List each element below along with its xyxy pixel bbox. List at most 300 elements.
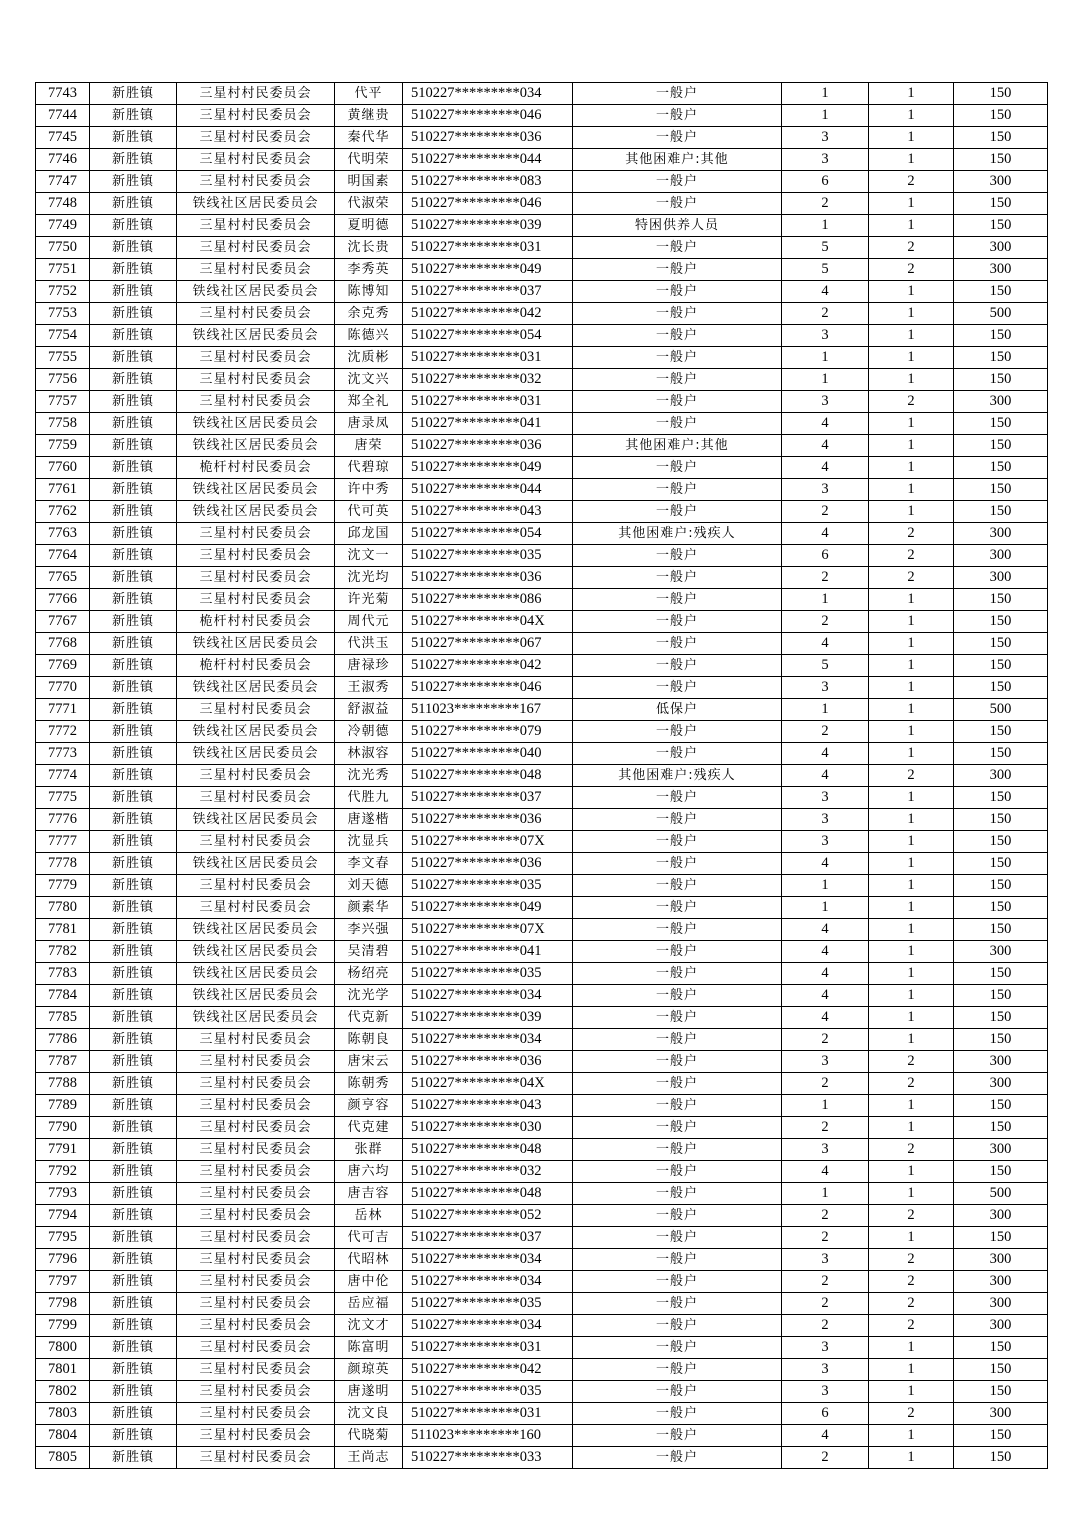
cell-household-type: 一般户 — [573, 369, 782, 391]
cell-id-number: 510227*********048 — [403, 1183, 573, 1205]
cell-row-number: 7760 — [36, 457, 90, 479]
cell-person-count: 2 — [869, 1315, 954, 1337]
cell-household-size: 5 — [782, 259, 869, 281]
cell-id-number: 510227*********04X — [403, 611, 573, 633]
cell-row-number: 7786 — [36, 1029, 90, 1051]
cell-amount: 150 — [954, 1227, 1048, 1249]
cell-row-number: 7787 — [36, 1051, 90, 1073]
cell-town: 新胜镇 — [90, 919, 177, 941]
cell-name: 李文春 — [335, 853, 403, 875]
cell-id-number: 510227*********034 — [403, 1315, 573, 1337]
table-row — [36, 853, 1048, 875]
cell-amount: 150 — [954, 1029, 1048, 1051]
cell-town: 新胜镇 — [90, 1183, 177, 1205]
cell-household-size: 1 — [782, 347, 869, 369]
table-row — [36, 1447, 1048, 1469]
cell-committee: 铁线社区居民委员会 — [177, 941, 335, 963]
cell-committee: 三星村村民委员会 — [177, 787, 335, 809]
cell-town: 新胜镇 — [90, 985, 177, 1007]
cell-amount: 150 — [954, 1359, 1048, 1381]
cell-row-number: 7748 — [36, 193, 90, 215]
cell-id-number: 510227*********032 — [403, 369, 573, 391]
cell-name: 唐六均 — [335, 1161, 403, 1183]
cell-person-count: 2 — [869, 765, 954, 787]
cell-household-size: 2 — [782, 1315, 869, 1337]
table-row — [36, 633, 1048, 655]
table-row — [36, 545, 1048, 567]
cell-name: 唐禄珍 — [335, 655, 403, 677]
cell-amount: 150 — [954, 1447, 1048, 1469]
cell-household-type: 一般户 — [573, 259, 782, 281]
cell-town: 新胜镇 — [90, 1447, 177, 1469]
cell-town: 新胜镇 — [90, 567, 177, 589]
cell-name: 王淑秀 — [335, 677, 403, 699]
cell-household-size: 4 — [782, 941, 869, 963]
cell-id-number: 510227*********042 — [403, 655, 573, 677]
cell-amount: 300 — [954, 1403, 1048, 1425]
cell-committee: 三星村村民委员会 — [177, 347, 335, 369]
cell-household-type: 一般户 — [573, 127, 782, 149]
cell-amount: 150 — [954, 1425, 1048, 1447]
cell-name: 沈文良 — [335, 1403, 403, 1425]
table-row — [36, 1205, 1048, 1227]
cell-person-count: 1 — [869, 369, 954, 391]
cell-amount: 150 — [954, 1007, 1048, 1029]
cell-town: 新胜镇 — [90, 391, 177, 413]
cell-name: 唐录凤 — [335, 413, 403, 435]
cell-town: 新胜镇 — [90, 1161, 177, 1183]
cell-amount: 500 — [954, 303, 1048, 325]
cell-amount: 150 — [954, 1381, 1048, 1403]
cell-household-size: 4 — [782, 765, 869, 787]
cell-household-type: 一般户 — [573, 1029, 782, 1051]
table-row — [36, 985, 1048, 1007]
cell-town: 新胜镇 — [90, 369, 177, 391]
cell-id-number: 510227*********049 — [403, 259, 573, 281]
cell-name: 颜琼英 — [335, 1359, 403, 1381]
cell-town: 新胜镇 — [90, 193, 177, 215]
cell-town: 新胜镇 — [90, 281, 177, 303]
cell-name: 陈朝良 — [335, 1029, 403, 1051]
cell-row-number: 7768 — [36, 633, 90, 655]
cell-household-size: 2 — [782, 193, 869, 215]
cell-amount: 500 — [954, 1183, 1048, 1205]
cell-row-number: 7765 — [36, 567, 90, 589]
cell-town: 新胜镇 — [90, 1337, 177, 1359]
cell-household-size: 4 — [782, 853, 869, 875]
cell-name: 颜素华 — [335, 897, 403, 919]
cell-name: 吴清碧 — [335, 941, 403, 963]
cell-town: 新胜镇 — [90, 809, 177, 831]
cell-committee: 铁线社区居民委员会 — [177, 193, 335, 215]
cell-person-count: 1 — [869, 677, 954, 699]
cell-amount: 150 — [954, 127, 1048, 149]
cell-committee: 三星村村民委员会 — [177, 1183, 335, 1205]
cell-amount: 150 — [954, 809, 1048, 831]
cell-name: 唐荣 — [335, 435, 403, 457]
cell-committee: 三星村村民委员会 — [177, 1381, 335, 1403]
cell-name: 代可吉 — [335, 1227, 403, 1249]
cell-amount: 150 — [954, 897, 1048, 919]
cell-household-size: 1 — [782, 369, 869, 391]
table-row — [36, 303, 1048, 325]
cell-household-type: 一般户 — [573, 1381, 782, 1403]
cell-town: 新胜镇 — [90, 1205, 177, 1227]
cell-household-type: 一般户 — [573, 853, 782, 875]
cell-amount: 150 — [954, 479, 1048, 501]
cell-household-type: 一般户 — [573, 1117, 782, 1139]
cell-person-count: 1 — [869, 347, 954, 369]
cell-town: 新胜镇 — [90, 1139, 177, 1161]
cell-row-number: 7794 — [36, 1205, 90, 1227]
cell-row-number: 7754 — [36, 325, 90, 347]
table-row — [36, 1359, 1048, 1381]
cell-household-size: 2 — [782, 1117, 869, 1139]
table-row — [36, 1227, 1048, 1249]
cell-name: 岳应福 — [335, 1293, 403, 1315]
cell-name: 沈质彬 — [335, 347, 403, 369]
cell-amount: 300 — [954, 765, 1048, 787]
table-row — [36, 1161, 1048, 1183]
cell-row-number: 7759 — [36, 435, 90, 457]
cell-amount: 150 — [954, 655, 1048, 677]
cell-amount: 300 — [954, 1073, 1048, 1095]
cell-row-number: 7796 — [36, 1249, 90, 1271]
cell-household-size: 2 — [782, 567, 869, 589]
cell-town: 新胜镇 — [90, 1425, 177, 1447]
cell-id-number: 510227*********036 — [403, 127, 573, 149]
cell-household-type: 一般户 — [573, 941, 782, 963]
cell-household-size: 5 — [782, 237, 869, 259]
table-row — [36, 1293, 1048, 1315]
cell-person-count: 1 — [869, 919, 954, 941]
cell-name: 代平 — [335, 83, 403, 105]
cell-committee: 三星村村民委员会 — [177, 83, 335, 105]
cell-committee: 三星村村民委员会 — [177, 1337, 335, 1359]
cell-person-count: 1 — [869, 1227, 954, 1249]
cell-household-type: 特困供养人员 — [573, 215, 782, 237]
cell-committee: 铁线社区居民委员会 — [177, 985, 335, 1007]
cell-id-number: 510227*********035 — [403, 545, 573, 567]
cell-household-size: 4 — [782, 919, 869, 941]
cell-person-count: 1 — [869, 501, 954, 523]
cell-committee: 铁线社区居民委员会 — [177, 1007, 335, 1029]
cell-person-count: 2 — [869, 1271, 954, 1293]
cell-person-count: 1 — [869, 127, 954, 149]
cell-row-number: 7749 — [36, 215, 90, 237]
cell-town: 新胜镇 — [90, 435, 177, 457]
cell-amount: 150 — [954, 831, 1048, 853]
cell-household-size: 2 — [782, 1227, 869, 1249]
cell-person-count: 1 — [869, 787, 954, 809]
cell-id-number: 510227*********037 — [403, 787, 573, 809]
cell-id-number: 510227*********031 — [403, 347, 573, 369]
cell-row-number: 7764 — [36, 545, 90, 567]
cell-town: 新胜镇 — [90, 1029, 177, 1051]
cell-household-size: 2 — [782, 611, 869, 633]
cell-person-count: 1 — [869, 105, 954, 127]
cell-id-number: 510227*********035 — [403, 1293, 573, 1315]
cell-town: 新胜镇 — [90, 1007, 177, 1029]
cell-name: 代碧琼 — [335, 457, 403, 479]
table-row — [36, 215, 1048, 237]
cell-name: 颜亨容 — [335, 1095, 403, 1117]
cell-name: 唐遂明 — [335, 1381, 403, 1403]
cell-row-number: 7798 — [36, 1293, 90, 1315]
cell-person-count: 2 — [869, 1205, 954, 1227]
cell-person-count: 1 — [869, 325, 954, 347]
cell-person-count: 1 — [869, 699, 954, 721]
cell-household-type: 一般户 — [573, 809, 782, 831]
cell-committee: 桅杆村村民委员会 — [177, 457, 335, 479]
cell-person-count: 1 — [869, 963, 954, 985]
cell-name: 李秀英 — [335, 259, 403, 281]
cell-committee: 铁线社区居民委员会 — [177, 479, 335, 501]
cell-row-number: 7756 — [36, 369, 90, 391]
cell-row-number: 7747 — [36, 171, 90, 193]
cell-committee: 三星村村民委员会 — [177, 105, 335, 127]
cell-household-size: 4 — [782, 1425, 869, 1447]
table-row — [36, 1073, 1048, 1095]
cell-person-count: 1 — [869, 1337, 954, 1359]
table-row — [36, 1403, 1048, 1425]
table-row — [36, 1007, 1048, 1029]
table-row — [36, 479, 1048, 501]
cell-row-number: 7752 — [36, 281, 90, 303]
table-row — [36, 105, 1048, 127]
cell-row-number: 7757 — [36, 391, 90, 413]
cell-row-number: 7767 — [36, 611, 90, 633]
cell-id-number: 510227*********048 — [403, 1139, 573, 1161]
cell-amount: 150 — [954, 347, 1048, 369]
cell-id-number: 511023*********167 — [403, 699, 573, 721]
cell-row-number: 7773 — [36, 743, 90, 765]
table-row — [36, 501, 1048, 523]
cell-name: 沈光学 — [335, 985, 403, 1007]
table-row — [36, 1029, 1048, 1051]
cell-committee: 铁线社区居民委员会 — [177, 413, 335, 435]
cell-household-size: 4 — [782, 1161, 869, 1183]
cell-name: 舒淑益 — [335, 699, 403, 721]
cell-committee: 铁线社区居民委员会 — [177, 919, 335, 941]
cell-name: 邱龙国 — [335, 523, 403, 545]
cell-household-type: 一般户 — [573, 1293, 782, 1315]
cell-town: 新胜镇 — [90, 149, 177, 171]
cell-name: 唐宋云 — [335, 1051, 403, 1073]
cell-amount: 150 — [954, 787, 1048, 809]
cell-name: 夏明德 — [335, 215, 403, 237]
cell-id-number: 510227*********034 — [403, 1029, 573, 1051]
cell-person-count: 1 — [869, 897, 954, 919]
table-row — [36, 655, 1048, 677]
cell-id-number: 510227*********044 — [403, 479, 573, 501]
cell-person-count: 1 — [869, 589, 954, 611]
cell-household-size: 1 — [782, 105, 869, 127]
cell-household-type: 一般户 — [573, 1161, 782, 1183]
cell-town: 新胜镇 — [90, 1315, 177, 1337]
cell-household-type: 一般户 — [573, 325, 782, 347]
cell-household-size: 3 — [782, 809, 869, 831]
cell-amount: 150 — [954, 963, 1048, 985]
cell-town: 新胜镇 — [90, 1073, 177, 1095]
cell-household-size: 3 — [782, 1249, 869, 1271]
cell-person-count: 2 — [869, 523, 954, 545]
cell-amount: 150 — [954, 677, 1048, 699]
table-row — [36, 391, 1048, 413]
cell-person-count: 1 — [869, 655, 954, 677]
cell-amount: 300 — [954, 1315, 1048, 1337]
cell-amount: 150 — [954, 853, 1048, 875]
cell-name: 陈富明 — [335, 1337, 403, 1359]
cell-committee: 三星村村民委员会 — [177, 875, 335, 897]
cell-town: 新胜镇 — [90, 325, 177, 347]
cell-id-number: 510227*********048 — [403, 765, 573, 787]
cell-row-number: 7772 — [36, 721, 90, 743]
table-row — [36, 457, 1048, 479]
cell-id-number: 510227*********042 — [403, 303, 573, 325]
cell-amount: 300 — [954, 1293, 1048, 1315]
cell-household-size: 1 — [782, 875, 869, 897]
cell-household-type: 一般户 — [573, 237, 782, 259]
cell-town: 新胜镇 — [90, 523, 177, 545]
cell-committee: 桅杆村村民委员会 — [177, 655, 335, 677]
cell-town: 新胜镇 — [90, 215, 177, 237]
cell-name: 周代元 — [335, 611, 403, 633]
cell-id-number: 510227*********036 — [403, 435, 573, 457]
cell-person-count: 1 — [869, 831, 954, 853]
cell-household-type: 一般户 — [573, 171, 782, 193]
cell-person-count: 2 — [869, 1293, 954, 1315]
cell-id-number: 510227*********044 — [403, 149, 573, 171]
cell-committee: 铁线社区居民委员会 — [177, 853, 335, 875]
cell-household-size: 1 — [782, 699, 869, 721]
cell-committee: 三星村村民委员会 — [177, 1029, 335, 1051]
cell-id-number: 510227*********033 — [403, 1447, 573, 1469]
cell-id-number: 510227*********046 — [403, 193, 573, 215]
cell-amount: 300 — [954, 1271, 1048, 1293]
cell-id-number: 510227*********036 — [403, 853, 573, 875]
cell-id-number: 510227*********049 — [403, 457, 573, 479]
cell-person-count: 1 — [869, 853, 954, 875]
cell-household-size: 3 — [782, 831, 869, 853]
cell-town: 新胜镇 — [90, 787, 177, 809]
cell-household-type: 一般户 — [573, 1359, 782, 1381]
table-row — [36, 435, 1048, 457]
table-row — [36, 149, 1048, 171]
cell-row-number: 7782 — [36, 941, 90, 963]
cell-household-size: 3 — [782, 391, 869, 413]
cell-id-number: 510227*********034 — [403, 1249, 573, 1271]
cell-town: 新胜镇 — [90, 611, 177, 633]
cell-id-number: 510227*********040 — [403, 743, 573, 765]
cell-committee: 三星村村民委员会 — [177, 699, 335, 721]
cell-person-count: 1 — [869, 1425, 954, 1447]
cell-household-type: 一般户 — [573, 413, 782, 435]
table-row — [36, 699, 1048, 721]
cell-id-number: 510227*********034 — [403, 83, 573, 105]
cell-household-type: 一般户 — [573, 875, 782, 897]
cell-household-size: 2 — [782, 721, 869, 743]
cell-committee: 铁线社区居民委员会 — [177, 721, 335, 743]
cell-row-number: 7775 — [36, 787, 90, 809]
cell-name: 刘天德 — [335, 875, 403, 897]
cell-id-number: 510227*********07X — [403, 919, 573, 941]
cell-committee: 三星村村民委员会 — [177, 897, 335, 919]
cell-person-count: 1 — [869, 281, 954, 303]
cell-row-number: 7750 — [36, 237, 90, 259]
cell-household-type: 一般户 — [573, 545, 782, 567]
cell-name: 沈文一 — [335, 545, 403, 567]
cell-row-number: 7781 — [36, 919, 90, 941]
cell-town: 新胜镇 — [90, 457, 177, 479]
table-row — [36, 831, 1048, 853]
cell-id-number: 510227*********034 — [403, 985, 573, 1007]
cell-id-number: 510227*********036 — [403, 809, 573, 831]
cell-amount: 150 — [954, 919, 1048, 941]
table-row — [36, 237, 1048, 259]
cell-household-type: 其他困难户:其他 — [573, 435, 782, 457]
cell-id-number: 510227*********054 — [403, 325, 573, 347]
cell-amount: 300 — [954, 1139, 1048, 1161]
cell-row-number: 7776 — [36, 809, 90, 831]
cell-town: 新胜镇 — [90, 853, 177, 875]
cell-id-number: 510227*********086 — [403, 589, 573, 611]
cell-household-type: 一般户 — [573, 1337, 782, 1359]
cell-household-type: 一般户 — [573, 831, 782, 853]
cell-committee: 三星村村民委员会 — [177, 303, 335, 325]
table-body — [36, 83, 1048, 1469]
table-row — [36, 765, 1048, 787]
cell-person-count: 1 — [869, 1095, 954, 1117]
cell-household-size: 2 — [782, 303, 869, 325]
cell-person-count: 2 — [869, 171, 954, 193]
cell-town: 新胜镇 — [90, 941, 177, 963]
cell-name: 郑全礼 — [335, 391, 403, 413]
table-row — [36, 1117, 1048, 1139]
cell-row-number: 7769 — [36, 655, 90, 677]
cell-amount: 300 — [954, 545, 1048, 567]
cell-id-number: 510227*********067 — [403, 633, 573, 655]
cell-committee: 三星村村民委员会 — [177, 589, 335, 611]
cell-name: 代胜九 — [335, 787, 403, 809]
cell-name: 代克建 — [335, 1117, 403, 1139]
cell-town: 新胜镇 — [90, 655, 177, 677]
cell-row-number: 7766 — [36, 589, 90, 611]
cell-committee: 三星村村民委员会 — [177, 1271, 335, 1293]
cell-amount: 150 — [954, 501, 1048, 523]
cell-amount: 150 — [954, 721, 1048, 743]
cell-household-size: 3 — [782, 1139, 869, 1161]
cell-committee: 三星村村民委员会 — [177, 567, 335, 589]
cell-town: 新胜镇 — [90, 479, 177, 501]
cell-row-number: 7802 — [36, 1381, 90, 1403]
cell-name: 代淑荣 — [335, 193, 403, 215]
cell-id-number: 510227*********079 — [403, 721, 573, 743]
cell-amount: 300 — [954, 171, 1048, 193]
cell-committee: 三星村村民委员会 — [177, 369, 335, 391]
cell-household-size: 3 — [782, 677, 869, 699]
cell-household-size: 3 — [782, 127, 869, 149]
cell-town: 新胜镇 — [90, 765, 177, 787]
cell-id-number: 510227*********031 — [403, 237, 573, 259]
table-row — [36, 611, 1048, 633]
cell-name: 秦代华 — [335, 127, 403, 149]
cell-row-number: 7789 — [36, 1095, 90, 1117]
cell-person-count: 1 — [869, 611, 954, 633]
cell-id-number: 510227*********046 — [403, 677, 573, 699]
cell-town: 新胜镇 — [90, 127, 177, 149]
cell-name: 杨绍亮 — [335, 963, 403, 985]
